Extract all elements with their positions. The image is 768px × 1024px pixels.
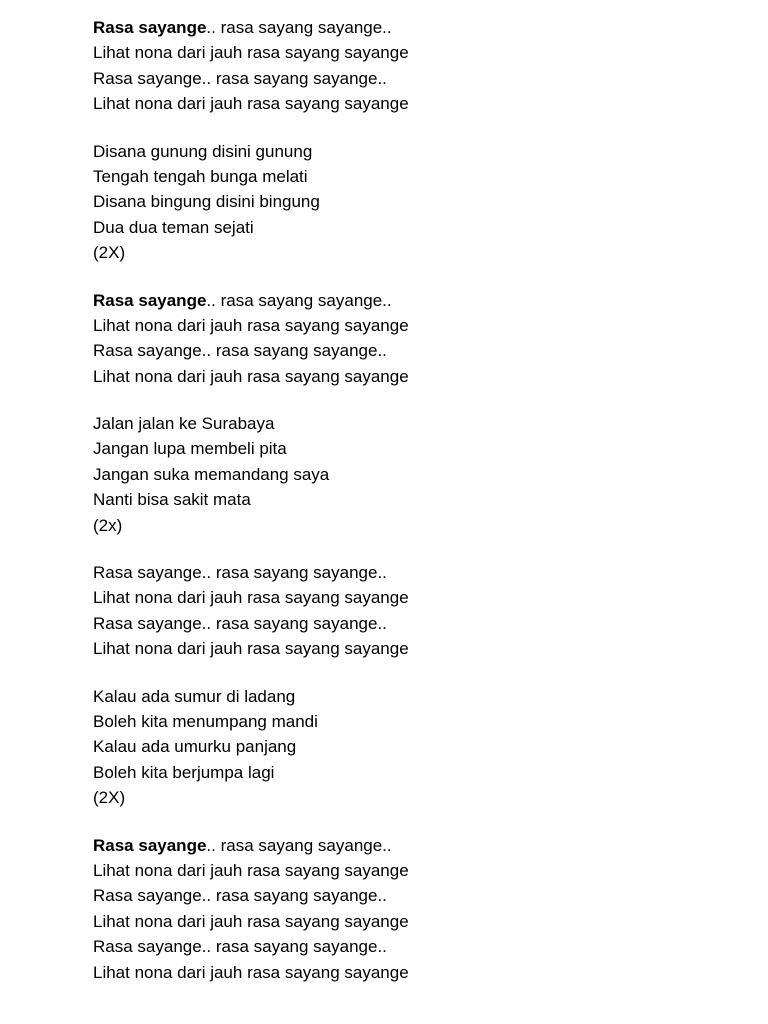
lyric-line-text: Rasa sayange.. rasa sayang sayange.. [93,68,387,88]
lyric-line-text: Rasa sayange.. rasa sayang sayange.. [93,613,387,633]
lyric-line [93,487,733,512]
lyric-line-text: Rasa sayange.. rasa sayang sayange.. [93,937,387,957]
lyric-line-text: Lihat nona dari jauh rasa sayang sayange [93,366,409,386]
lyric-line [93,909,733,934]
lyric-line-text: Rasa sayange.. rasa sayang sayange.. [93,341,387,361]
stanza-7 [93,833,733,985]
lyric-line-text: Lihat nona dari jauh rasa sayang sayange [93,43,409,63]
lyric-line [93,585,733,610]
lyric-line-text: Disana bingung disini bingung [93,192,320,212]
lyric-line [93,611,733,636]
lyric-line [93,785,733,810]
lyric-line-bold-text: Rasa sayange [93,290,207,310]
lyric-line [93,934,733,959]
lyric-line [93,189,733,214]
lyric-line [93,91,733,116]
lyric-line-text: Lihat nona dari jauh rasa sayang sayange [93,639,409,659]
lyric-line [93,833,733,858]
lyric-line [93,164,733,189]
lyric-line-text: (2X) [93,243,126,263]
lyric-line [93,684,733,709]
stanza-5 [93,560,733,662]
lyric-line [93,240,733,265]
lyric-line-text: .. rasa sayang sayange.. [206,18,392,37]
lyric-line [93,364,733,389]
lyric-line [93,636,733,661]
lyric-line-bold-text: Rasa sayange [93,18,207,37]
lyric-line-text: .. rasa sayang sayange.. [206,835,392,855]
lyric-line [93,462,733,487]
lyric-line-text: Jalan jalan ke Surabaya [93,414,275,434]
lyric-line [93,734,733,759]
stanza-2 [93,139,733,266]
lyric-line [93,883,733,908]
lyric-line-text: Disana gunung disini gunung [93,141,313,161]
lyric-line-text: Lihat nona dari jauh rasa sayang sayange [93,962,409,982]
lyric-line [93,436,733,461]
lyric-line [93,709,733,734]
lyric-line [93,15,733,40]
lyric-line [93,858,733,883]
lyrics-document [93,15,733,1007]
lyric-line-text: .. rasa sayang sayange.. [206,290,392,310]
lyric-line-text: Boleh kita berjumpa lagi [93,762,275,782]
lyric-line-text: Lihat nona dari jauh rasa sayang sayange [93,860,409,880]
lyric-line-text: Lihat nona dari jauh rasa sayang sayange [93,911,409,931]
lyric-line [93,66,733,91]
lyric-line [93,513,733,538]
lyric-line-text: Kalau ada sumur di ladang [93,686,296,706]
lyric-line-text: (2X) [93,788,126,808]
lyric-line [93,215,733,240]
stanza-3 [93,288,733,390]
stanza-4 [93,411,733,538]
lyric-line [93,960,733,985]
lyric-line [93,338,733,363]
lyric-line-text: Tengah tengah bunga melati [93,166,308,186]
lyric-line-text: Rasa sayange.. rasa sayang sayange.. [93,886,387,906]
lyric-line [93,40,733,65]
lyric-line-text: Rasa sayange.. rasa sayang sayange.. [93,563,387,583]
lyric-line-text: (2x) [93,515,123,535]
lyric-line [93,288,733,313]
lyric-line-text: Boleh kita menumpang mandi [93,711,318,731]
lyric-line-text: Lihat nona dari jauh rasa sayang sayange [93,315,409,335]
lyric-line-text: Jangan lupa membeli pita [93,439,287,459]
lyric-line [93,139,733,164]
lyric-line-text: Nanti bisa sakit mata [93,490,251,510]
lyric-line [93,560,733,585]
lyric-line-text: Jangan suka memandang saya [93,464,330,484]
lyric-line [93,313,733,338]
lyric-line-bold-text: Rasa sayange [93,835,207,855]
lyric-line-text: Kalau ada umurku panjang [93,737,297,757]
stanza-1 [93,15,733,117]
lyric-line [93,760,733,785]
stanza-6 [93,684,733,811]
lyric-line-text: Dua dua teman sejati [93,217,254,237]
lyric-line-text: Lihat nona dari jauh rasa sayang sayange [93,94,409,114]
lyric-line-text: Lihat nona dari jauh rasa sayang sayange [93,588,409,608]
lyric-line [93,411,733,436]
